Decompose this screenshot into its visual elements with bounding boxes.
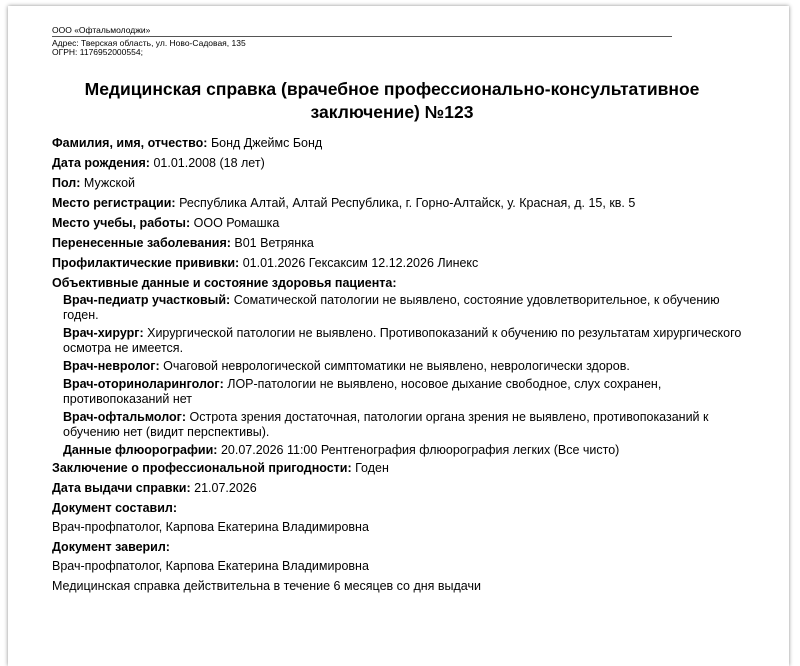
exam-value: Очаговой неврологической симптоматики не выявлено, неврологически здоров.	[163, 359, 630, 373]
field-vaccinations	[52, 256, 752, 271]
field-label: Место учебы, работы:	[52, 216, 191, 230]
field-value: 01.01.2026 Гексаксим 12.12.2026 Линекс	[242, 256, 479, 270]
field-diseases	[52, 236, 752, 251]
exam-label: Врач-хирург:	[63, 326, 144, 340]
field-value: Мужской	[83, 176, 136, 190]
field-workplace	[52, 216, 752, 231]
composed-by	[52, 501, 752, 535]
exam-label: Врач-невролог:	[63, 359, 160, 373]
field-full-name	[52, 136, 752, 151]
field-value: Годен	[355, 461, 389, 475]
field-value: ООО Ромашка	[193, 216, 280, 230]
exam-value: Хирургической патологии не выявлено. Противопоказаний к обучению по результатам хирургического осмотра не имеется.	[63, 326, 742, 355]
exam-otolaryngologist	[52, 377, 752, 407]
field-issue-date	[52, 481, 752, 496]
exam-label: Врач-оториноларинголог:	[63, 377, 224, 391]
exam-label: Данные флюорографии:	[63, 443, 218, 457]
field-label: Пол:	[52, 176, 81, 190]
organization-ogrn: ОГРН: 1176952000554;	[52, 47, 143, 57]
field-birth-date	[52, 156, 752, 171]
document-title: Медицинская справка (врачебное профессионально-консультативное заключение) №123	[84, 79, 700, 122]
document-body	[52, 136, 752, 599]
field-conclusion	[52, 461, 752, 476]
composed-by-value: Врач-профпатолог, Карпова Екатерина Владимировна	[52, 520, 369, 534]
exam-value: 20.07.2026 11:00 Рентгенография флюорография легких (Все чисто)	[220, 443, 620, 457]
field-label: Место регистрации:	[52, 196, 176, 210]
organization-address: Адрес: Тверская область, ул. Ново-Садовая, 135	[52, 38, 246, 48]
exam-label: Врач-педиатр участковый:	[63, 293, 231, 307]
composed-by-label: Документ составил:	[52, 501, 177, 515]
field-value: Республика Алтай, Алтай Республика, г. Горно-Алтайск, у. Красная, д. 15, кв. 5	[179, 196, 636, 210]
document-header	[52, 26, 672, 57]
exam-surgeon	[52, 326, 752, 356]
certified-by-label: Документ заверил:	[52, 540, 170, 554]
field-value: Бонд Джеймс Бонд	[210, 136, 323, 150]
exam-value: ЛОР-патологии не выявлено, носовое дыхание свободное, слух сохранен, противопоказаний нет	[63, 377, 662, 406]
field-label: Дата выдачи справки:	[52, 481, 191, 495]
exam-label: Врач-офтальмолог:	[63, 410, 187, 424]
field-value: В01 Ветрянка	[234, 236, 314, 250]
organization-name: ООО «Офтальмолоджи»	[52, 26, 672, 37]
exam-heading: Объективные данные и состояние здоровья пациента:	[52, 276, 397, 290]
field-label: Профилактические прививки:	[52, 256, 240, 270]
exam-fluorography	[52, 443, 752, 458]
exam-value: Острота зрения достаточная, патологии органа зрения не выявлено, противопоказаний к обучению нет (видит перспективы).	[63, 410, 709, 439]
field-label: Фамилия, имя, отчество:	[52, 136, 208, 150]
exam-neurologist	[52, 359, 752, 374]
field-registration	[52, 196, 752, 211]
exam-value: Соматической патологии не выявлено, состояние удовлетворительное, к обучению годен.	[63, 293, 720, 322]
field-label: Заключение о профессиональной пригодности:	[52, 461, 352, 475]
exam-ophthalmologist	[52, 410, 752, 440]
validity-note: Медицинская справка действительна в течение 6 месяцев со дня выдачи	[52, 579, 481, 593]
field-value: 21.07.2026	[194, 481, 257, 495]
certified-by	[52, 540, 752, 574]
field-label: Дата рождения:	[52, 156, 150, 170]
certified-by-value: Врач-профпатолог, Карпова Екатерина Владимировна	[52, 559, 369, 573]
field-label: Перенесенные заболевания:	[52, 236, 231, 250]
exam-pediatrician	[52, 293, 752, 323]
field-sex	[52, 176, 752, 191]
field-value: 01.01.2008 (18 лет)	[153, 156, 265, 170]
